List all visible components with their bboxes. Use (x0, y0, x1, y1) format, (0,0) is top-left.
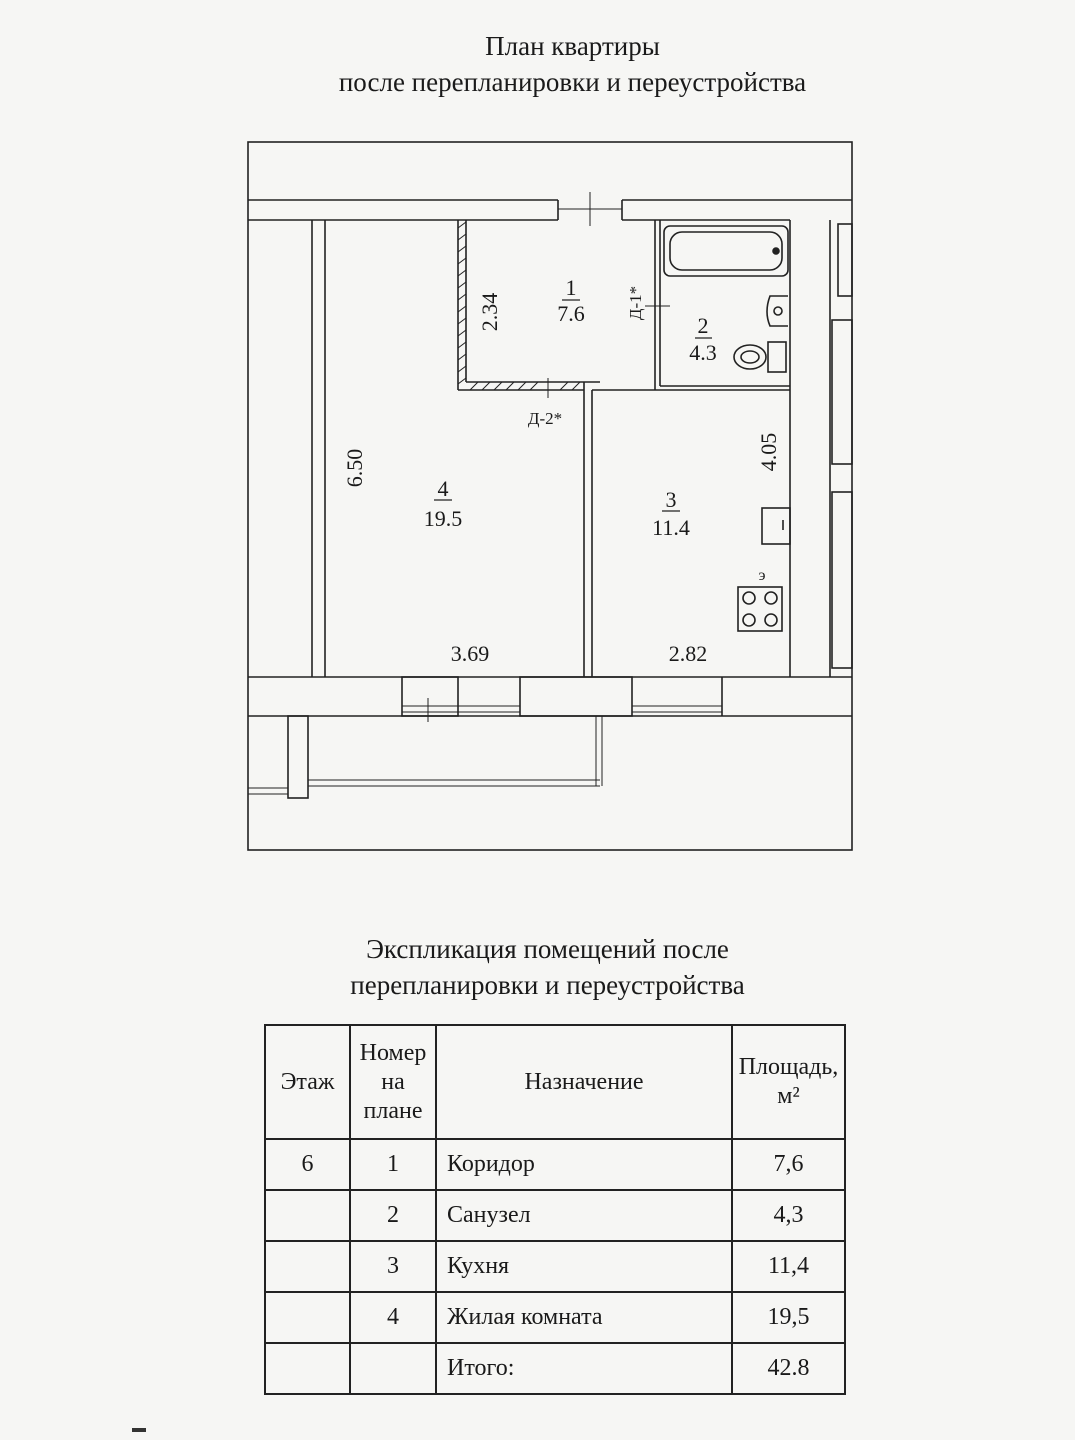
page-mark (132, 1428, 146, 1432)
stove-label: э (758, 567, 766, 584)
header-area (732, 1025, 845, 1139)
cell-area: 4,3 (732, 1190, 845, 1241)
room-2-number: 2 (697, 313, 709, 338)
plan-outer-frame (248, 142, 852, 850)
bathtub-icon (664, 226, 788, 276)
room-4-number: 4 (437, 476, 449, 501)
dimension-corridor-height: 2.34 (477, 292, 502, 332)
cell-purpose: Жилая комната (436, 1292, 732, 1343)
explication-title: Экспликация помещений после (366, 934, 729, 964)
cell-number: 3 (350, 1241, 436, 1292)
table-header-row (265, 1025, 845, 1139)
total-label: Итого: (436, 1343, 732, 1394)
table-row (265, 1190, 845, 1241)
cell-floor: 6 (265, 1139, 350, 1190)
room-1-area: 7.6 (557, 301, 585, 326)
cell-number: 4 (350, 1292, 436, 1343)
header-number-line3: плане (363, 1097, 423, 1124)
plan-subtitle: после перепланировки и переустройства (338, 67, 807, 97)
cell-area: 7,6 (732, 1139, 845, 1190)
explication-subtitle: перепланировки и переустройства (350, 970, 745, 1000)
cell-purpose: Коридор (436, 1139, 732, 1190)
cell-floor (265, 1292, 350, 1343)
stove-icon (738, 587, 782, 631)
cell-number (350, 1343, 436, 1394)
header-number (350, 1025, 436, 1139)
table-row (265, 1139, 845, 1190)
cell-floor (265, 1343, 350, 1394)
plan-title: План квартиры (485, 31, 660, 61)
table-row (265, 1292, 845, 1343)
kitchen-sink-icon (762, 508, 790, 544)
dimension-kitchen-width: 2.82 (668, 641, 708, 666)
header-area-line2: м² (777, 1083, 800, 1109)
explication-table (264, 1024, 846, 1395)
cell-floor (265, 1190, 350, 1241)
header-floor: Этаж (265, 1025, 350, 1139)
sink-icon (767, 296, 788, 326)
cell-number: 2 (350, 1190, 436, 1241)
cell-number: 1 (350, 1139, 436, 1190)
cell-area: 19,5 (732, 1292, 845, 1343)
door-d1-label: Д-1* (626, 285, 645, 321)
room-4-area: 19.5 (423, 506, 463, 531)
dimension-kitchen-height: 4.05 (756, 432, 781, 472)
cell-purpose: Санузел (436, 1190, 732, 1241)
total-area: 42.8 (732, 1343, 845, 1394)
header-number-line1: Номер (359, 1039, 427, 1066)
room-3-number: 3 (665, 487, 677, 512)
cell-floor (265, 1241, 350, 1292)
table-row (265, 1241, 845, 1292)
header-number-line2: на (381, 1068, 405, 1095)
dimension-room4-height: 6.50 (342, 448, 367, 488)
door-d2-label: Д-2* (527, 409, 563, 428)
toilet-icon (734, 342, 786, 372)
header-area-line1: Площадь, (738, 1054, 839, 1080)
header-purpose: Назначение (436, 1025, 732, 1139)
room-1-number: 1 (565, 275, 577, 300)
dimension-room4-width: 3.69 (450, 641, 490, 666)
cell-purpose: Кухня (436, 1241, 732, 1292)
room-2-area: 4.3 (689, 340, 717, 365)
cell-area: 11,4 (732, 1241, 845, 1292)
room-3-area: 11.4 (652, 515, 690, 540)
table-total-row (265, 1343, 845, 1394)
